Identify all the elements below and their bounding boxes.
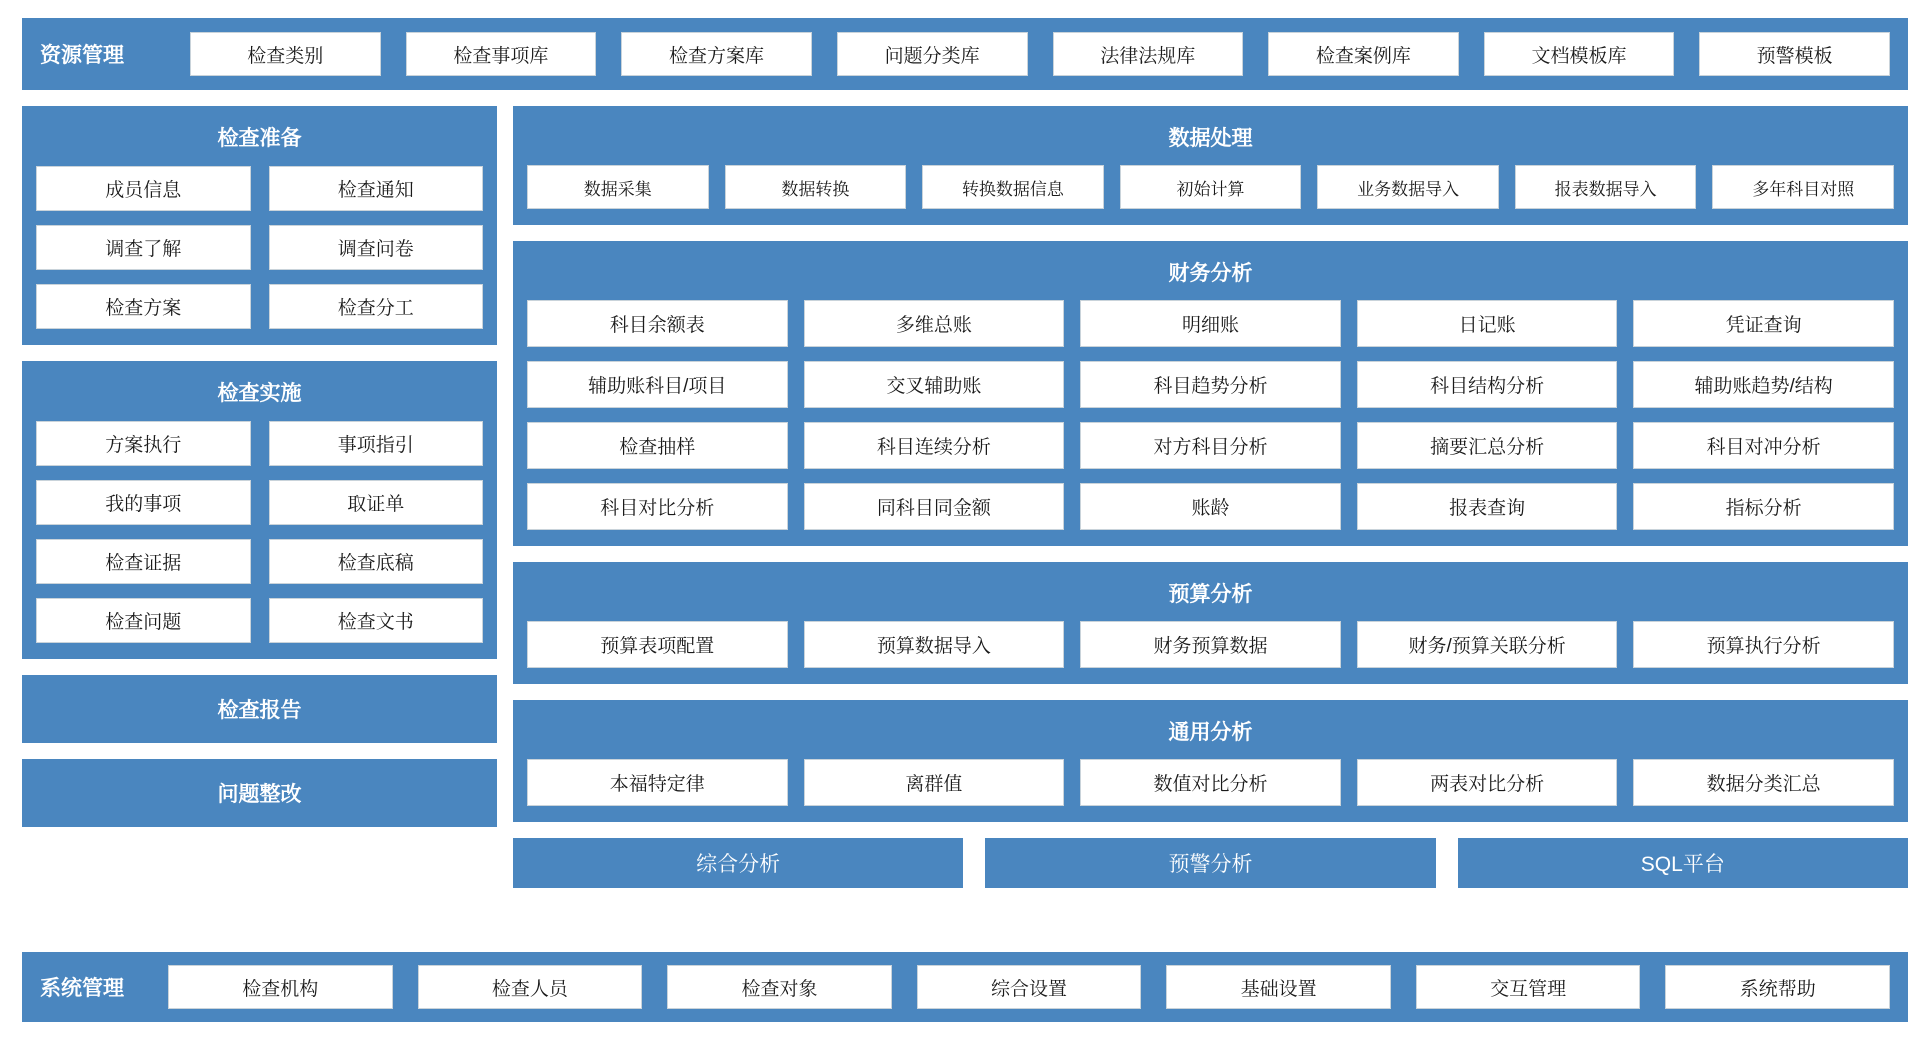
data-processing-item-3[interactable]: 初始计算 [1120,165,1302,209]
left-column [22,106,497,936]
resource-item-3[interactable]: 问题分类库 [837,32,1028,76]
middle-region [22,106,1908,936]
sql-platform-tile[interactable]: SQL平台 [1458,838,1908,888]
budget-analysis-panel [513,562,1908,684]
prepare-item-0[interactable]: 成员信息 [36,166,251,211]
execute-item-3[interactable]: 取证单 [269,480,484,525]
system-management-items [168,965,1890,1009]
general-item-1[interactable]: 离群值 [804,759,1065,806]
fin-item-3-3[interactable]: 报表查询 [1357,483,1618,530]
general-analysis-items [527,759,1894,806]
issue-rectification-title: 问题整改 [217,783,302,806]
resource-item-1[interactable]: 检查事项库 [406,32,597,76]
fin-item-3-4[interactable]: 指标分析 [1633,483,1894,530]
resource-management-label: 资源管理 [40,44,124,67]
execute-item-7[interactable]: 检查文书 [269,598,484,643]
financial-analysis-title: 财务分析 [1168,262,1253,285]
general-item-2[interactable]: 数值对比分析 [1080,759,1341,806]
system-management-bar [22,952,1908,1022]
fin-item-0-2[interactable]: 明细账 [1080,300,1341,347]
fin-item-1-4[interactable]: 辅助账趋势/结构 [1633,361,1894,408]
general-analysis-panel [513,700,1908,822]
budget-item-3[interactable]: 财务/预算关联分析 [1357,621,1618,668]
data-processing-panel [513,106,1908,225]
data-processing-item-1[interactable]: 数据转换 [725,165,907,209]
system-item-3[interactable]: 综合设置 [917,965,1142,1009]
resource-item-0[interactable]: 检查类别 [190,32,381,76]
fin-item-0-4[interactable]: 凭证查询 [1633,300,1894,347]
budget-analysis-items [527,621,1894,668]
analysis-platform-tiles [513,838,1908,888]
fin-item-1-0[interactable]: 辅助账科目/项目 [527,361,788,408]
budget-item-1[interactable]: 预算数据导入 [804,621,1065,668]
fin-item-3-2[interactable]: 账龄 [1080,483,1341,530]
financial-analysis-row-0 [527,300,1894,347]
issue-rectification-panel[interactable] [22,759,497,827]
financial-analysis-row-3 [527,483,1894,530]
fin-item-1-3[interactable]: 科目结构分析 [1357,361,1618,408]
execute-item-2[interactable]: 我的事项 [36,480,251,525]
financial-analysis-panel [513,241,1908,546]
budget-item-0[interactable]: 预算表项配置 [527,621,788,668]
inspection-report-panel[interactable] [22,675,497,743]
data-processing-item-6[interactable]: 多年科目对照 [1712,165,1894,209]
resource-management-bar [22,18,1908,90]
prepare-item-2[interactable]: 调查了解 [36,225,251,270]
fin-item-1-1[interactable]: 交叉辅助账 [804,361,1065,408]
warning-analysis-tile[interactable]: 预警分析 [985,838,1435,888]
system-item-6[interactable]: 系统帮助 [1665,965,1890,1009]
fin-item-0-1[interactable]: 多维总账 [804,300,1065,347]
resource-item-5[interactable]: 检查案例库 [1268,32,1459,76]
right-column [513,106,1908,936]
resource-item-2[interactable]: 检查方案库 [621,32,812,76]
prepare-item-3[interactable]: 调查问卷 [269,225,484,270]
system-item-4[interactable]: 基础设置 [1166,965,1391,1009]
data-processing-item-2[interactable]: 转换数据信息 [922,165,1104,209]
inspection-prepare-title: 检查准备 [217,127,302,150]
fin-item-0-3[interactable]: 日记账 [1357,300,1618,347]
budget-analysis-title: 预算分析 [1168,583,1253,606]
prepare-item-5[interactable]: 检查分工 [269,284,484,329]
fin-item-0-0[interactable]: 科目余额表 [527,300,788,347]
fin-item-2-4[interactable]: 科目对冲分析 [1633,422,1894,469]
fin-item-2-0[interactable]: 检查抽样 [527,422,788,469]
inspection-execute-panel [22,361,497,659]
financial-analysis-row-1 [527,361,1894,408]
inspection-prepare-panel [22,106,497,345]
execute-item-0[interactable]: 方案执行 [36,421,251,466]
system-item-2[interactable]: 检查对象 [667,965,892,1009]
system-item-0[interactable]: 检查机构 [168,965,393,1009]
resource-item-4[interactable]: 法律法规库 [1053,32,1244,76]
budget-item-4[interactable]: 预算执行分析 [1633,621,1894,668]
data-processing-item-5[interactable]: 报表数据导入 [1515,165,1697,209]
general-analysis-title: 通用分析 [1168,721,1253,744]
budget-item-2[interactable]: 财务预算数据 [1080,621,1341,668]
execute-item-5[interactable]: 检查底稿 [269,539,484,584]
execute-item-1[interactable]: 事项指引 [269,421,484,466]
execute-item-4[interactable]: 检查证据 [36,539,251,584]
inspection-execute-items [36,421,483,643]
general-item-4[interactable]: 数据分类汇总 [1633,759,1894,806]
resource-management-items [190,32,1890,76]
prepare-item-4[interactable]: 检查方案 [36,284,251,329]
inspection-prepare-items [36,166,483,329]
system-management-label: 系统管理 [40,977,124,1000]
inspection-execute-title: 检查实施 [217,382,302,405]
general-item-0[interactable]: 本福特定律 [527,759,788,806]
data-processing-item-4[interactable]: 业务数据导入 [1317,165,1499,209]
data-processing-item-0[interactable]: 数据采集 [527,165,709,209]
fin-item-3-1[interactable]: 同科目同金额 [804,483,1065,530]
system-item-5[interactable]: 交互管理 [1416,965,1641,1009]
execute-item-6[interactable]: 检查问题 [36,598,251,643]
resource-item-6[interactable]: 文档模板库 [1484,32,1675,76]
fin-item-1-2[interactable]: 科目趋势分析 [1080,361,1341,408]
financial-analysis-row-2 [527,422,1894,469]
fin-item-3-0[interactable]: 科目对比分析 [527,483,788,530]
general-item-3[interactable]: 两表对比分析 [1357,759,1618,806]
fin-item-2-2[interactable]: 对方科目分析 [1080,422,1341,469]
prepare-item-1[interactable]: 检查通知 [269,166,484,211]
inspection-report-title: 检查报告 [217,699,302,722]
resource-item-7[interactable]: 预警模板 [1699,32,1890,76]
fin-item-2-3[interactable]: 摘要汇总分析 [1357,422,1618,469]
data-processing-items [527,165,1894,209]
system-item-1[interactable]: 检查人员 [418,965,643,1009]
fin-item-2-1[interactable]: 科目连续分析 [804,422,1065,469]
comprehensive-analysis-tile[interactable]: 综合分析 [513,838,963,888]
data-processing-title: 数据处理 [1168,127,1253,150]
